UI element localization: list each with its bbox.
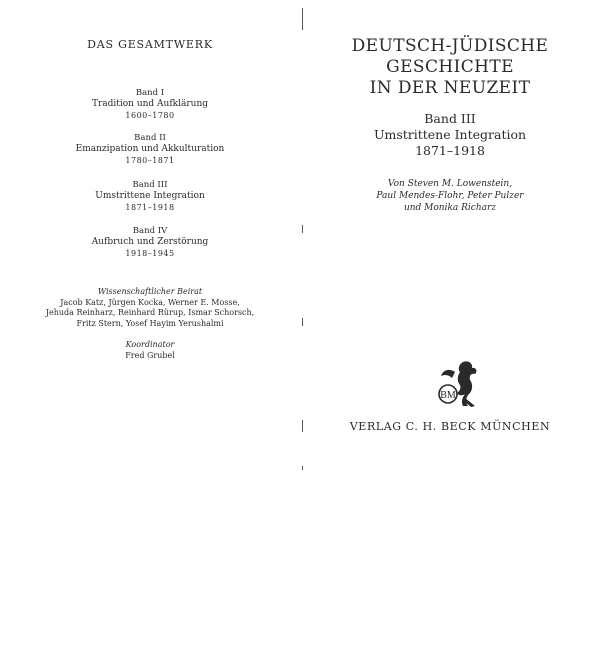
volume-title: Aufbruch und Zerstörung <box>91 237 209 247</box>
title-line: GESCHICHTE <box>386 57 514 77</box>
volume-years: 1871–1918 <box>125 203 175 212</box>
author-line: und Monika Richarz <box>403 203 497 213</box>
advisory-line: Jacob Katz, Jürgen Kocka, Werner E. Mosse, <box>60 297 240 307</box>
advisory-board <box>0 287 300 329</box>
volume-title: Tradition und Aufklärung <box>91 99 209 109</box>
volume-years: 1600–1780 <box>125 111 175 120</box>
band-years: 1871–1918 <box>415 143 485 158</box>
volume-entry <box>0 226 300 259</box>
coordinator-label: Koordinator <box>125 340 175 349</box>
author-line: Von Steven M. Lowenstein, <box>387 179 513 189</box>
volume-entry <box>0 88 300 121</box>
band-number: Band III <box>424 111 476 126</box>
right-page <box>300 0 600 659</box>
logo-monogram: BM <box>440 390 456 401</box>
publisher-imprint: VERLAG C. H. BECK MÜNCHEN <box>349 420 551 433</box>
authors <box>300 178 600 214</box>
volume-number: Band I <box>135 88 165 98</box>
advisory-line: Jehuda Reinharz, Reinhard Rürup, Ismar Schorsch, <box>45 308 255 317</box>
volume-entry <box>0 180 300 213</box>
coordinator <box>0 340 300 361</box>
volume-entry <box>0 133 300 166</box>
volume-block <box>300 111 600 159</box>
title-line: DEUTSCH-JÜDISCHE <box>351 36 549 56</box>
advisory-label: Wissenschaftlicher Beirat <box>97 287 203 296</box>
title-line: IN DER NEUZEIT <box>369 78 531 98</box>
author-line: Paul Mendes-Flohr, Peter Pulzer <box>376 191 524 201</box>
volume-number: Band II <box>134 133 166 143</box>
volume-title: Umstrittene Integration <box>95 191 205 201</box>
advisory-line: Fritz Stern, Yosef Hayim Yerushalmi <box>76 318 224 328</box>
volume-number: Band III <box>132 180 168 190</box>
series-heading: DAS GESAMTWERK <box>87 38 213 51</box>
volume-title: Emanzipation und Akkulturation <box>75 144 225 154</box>
volume-number: Band IV <box>132 226 168 236</box>
volume-years: 1780–1871 <box>125 156 175 165</box>
volume-years: 1918–1945 <box>125 249 175 258</box>
coordinator-name: Fred Grubel <box>125 350 175 360</box>
band-title: Umstrittene Integration <box>373 127 527 142</box>
series-title <box>300 36 600 99</box>
publisher-griffin-logo <box>435 358 481 410</box>
